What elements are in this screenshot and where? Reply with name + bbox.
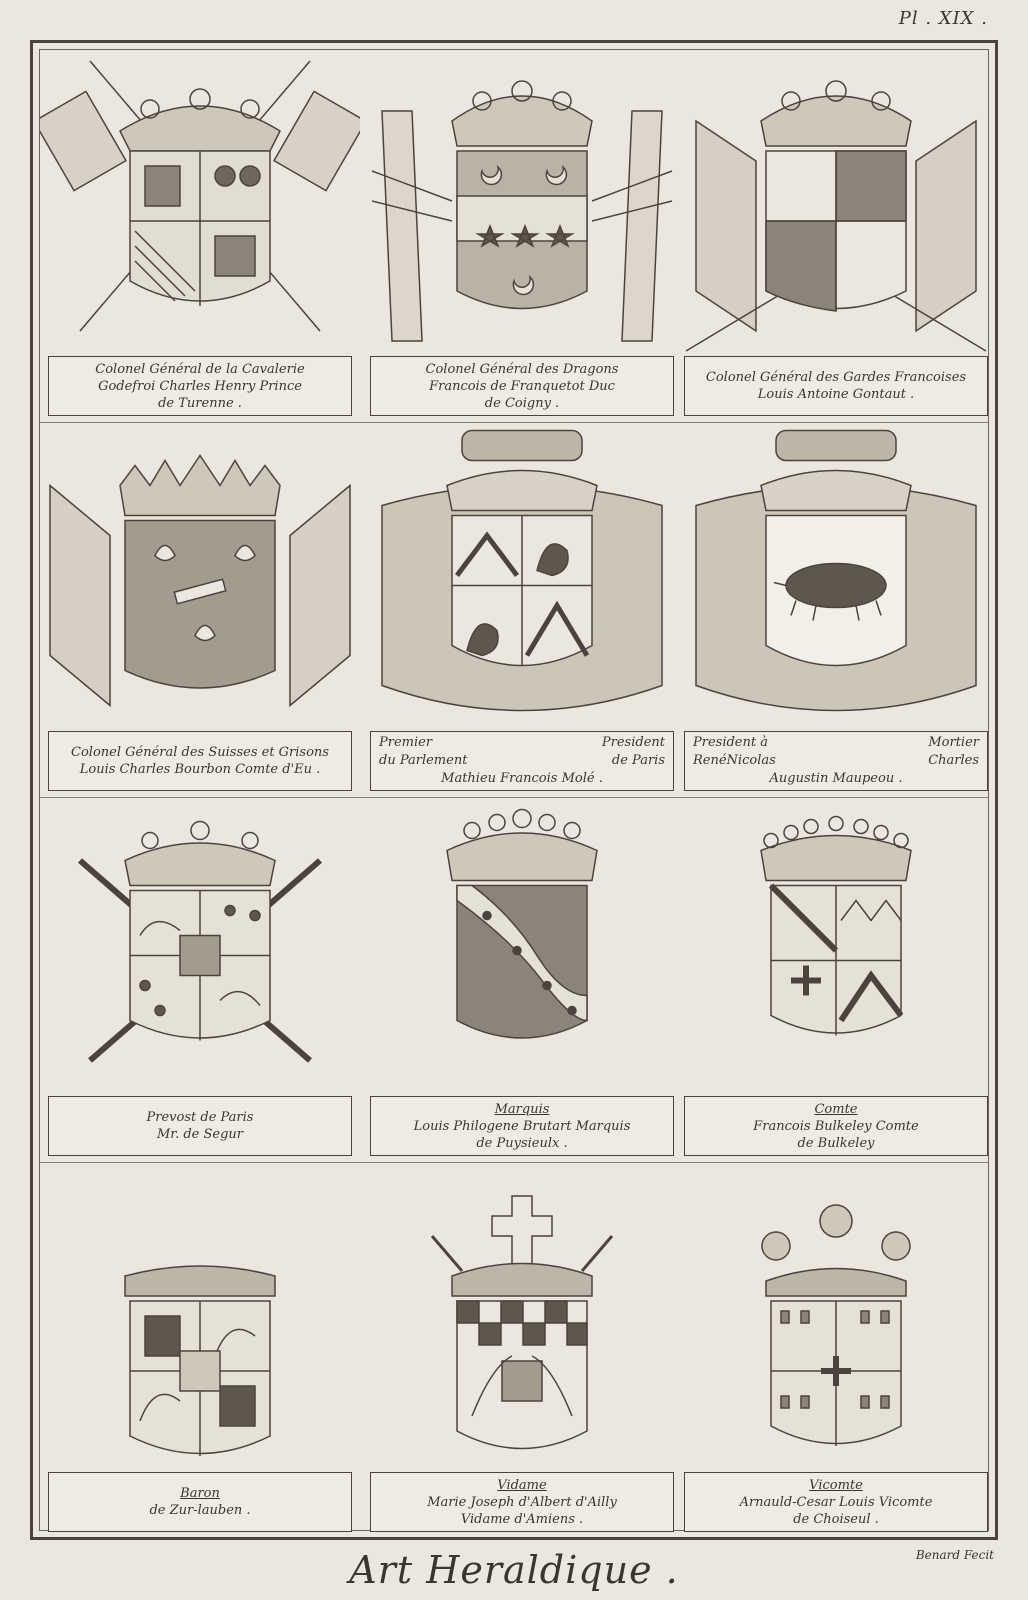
row-4 [40, 1164, 988, 1538]
caption-gardes [684, 356, 988, 416]
caption-word: Charles [928, 753, 979, 768]
caption-line: Godefroi Charles Henry Prince [98, 378, 302, 394]
coat-of-arms-maupeou [676, 424, 996, 727]
arms-cell-marquis [362, 799, 682, 1162]
caption-rank: Vidame [497, 1477, 547, 1493]
coat-of-arms-segur [40, 799, 360, 1092]
coat-of-arms-bulkeley [676, 799, 996, 1092]
coat-of-arms-choiseul [676, 1164, 996, 1468]
plate-frame [30, 40, 998, 1540]
caption-line: Colonel Général de la Cavalerie [95, 361, 305, 377]
caption-vidame [370, 1472, 674, 1532]
coat-of-arms-gontaut [676, 50, 996, 352]
arms-cell-cavalerie [40, 50, 360, 422]
caption-line: Arnauld-Cesar Louis Vicomte [739, 1494, 933, 1510]
caption-comte [684, 1096, 988, 1156]
row-divider [40, 1162, 988, 1163]
caption-word: Augustin Maupeou . [769, 771, 903, 786]
row-1 [40, 50, 988, 422]
caption-word: de Paris [611, 753, 665, 768]
caption-premier-president [370, 731, 674, 791]
caption-cavalerie [48, 356, 352, 416]
caption-rank: Marquis [494, 1101, 550, 1117]
caption-line: Louis Antoine Gontaut . [757, 387, 915, 402]
row-divider [40, 422, 988, 423]
caption-line: Louis Charles Bourbon Comte d'Eu . [79, 762, 321, 777]
coat-of-arms-zurlauben [40, 1164, 360, 1468]
caption-line: Mr. de Segur [156, 1127, 244, 1142]
caption-dragons [370, 356, 674, 416]
arms-cell-gardes [676, 50, 996, 422]
engraver-signature: Benard Fecit [915, 1548, 994, 1562]
arms-cell-suisses [40, 424, 360, 797]
arms-cell-dragons [362, 50, 682, 422]
coat-of-arms-turenne [40, 50, 360, 352]
caption-line: Vidame d'Amiens . [460, 1511, 584, 1527]
caption-line: de Bulkeley [797, 1135, 875, 1151]
arms-cell-prevost [40, 799, 360, 1162]
caption-line: Francois Bulkeley Comte [753, 1118, 919, 1134]
arms-cell-baron [40, 1164, 360, 1538]
caption-rank: Vicomte [809, 1477, 863, 1493]
arms-cell-premier-president [362, 424, 682, 797]
caption-line: Colonel Général des Suisses et Grisons [71, 745, 329, 760]
caption-vicomte [684, 1472, 988, 1532]
caption-suisses [48, 731, 352, 791]
caption-rank: Baron [180, 1486, 220, 1501]
coat-of-arms-coigny [362, 50, 682, 352]
caption-line: Colonel Général des Dragons [425, 361, 619, 377]
caption-word: Premier [379, 735, 433, 750]
caption-line: Prevost de Paris [146, 1110, 254, 1125]
caption-marquis [370, 1096, 674, 1156]
caption-prevost [48, 1096, 352, 1156]
caption-line: de Choiseul . [793, 1511, 879, 1527]
arms-cell-comte [676, 799, 996, 1162]
caption-line: de Coigny . [484, 395, 560, 411]
caption-line: Francois de Franquetot Duc [429, 378, 615, 394]
plate-inner-border [39, 49, 989, 1531]
plate-number: Pl . XIX . [898, 8, 988, 29]
arms-cell-vicomte [676, 1164, 996, 1538]
plate-title: Art Heraldique . [349, 1548, 679, 1592]
caption-word: President [601, 735, 665, 750]
caption-rank: Comte [814, 1101, 858, 1117]
caption-word: Mortier [928, 735, 979, 750]
coat-of-arms-bourbon [40, 424, 360, 727]
row-2 [40, 424, 988, 797]
caption-line: de Turenne . [158, 395, 242, 411]
caption-line: Colonel Général des Gardes Francoises [705, 370, 967, 385]
caption-line: Marie Joseph d'Albert d'Ailly [427, 1494, 617, 1510]
caption-line: de Zur-lauben . [149, 1503, 251, 1518]
row-3 [40, 799, 988, 1162]
caption-word: President à [693, 735, 768, 750]
caption-line: de Puysieulx . [476, 1135, 568, 1151]
caption-word: Mathieu Francois Molé . [441, 771, 603, 786]
caption-line: Louis Philogene Brutart Marquis [413, 1118, 631, 1134]
caption-president-mortier [684, 731, 988, 791]
arms-cell-vidame [362, 1164, 682, 1538]
row-divider [40, 797, 988, 798]
caption-word: RenéNicolas [693, 753, 776, 768]
caption-baron [48, 1472, 352, 1532]
arms-cell-president-mortier [676, 424, 996, 797]
coat-of-arms-mole [362, 424, 682, 727]
caption-word: du Parlement [379, 753, 468, 768]
coat-of-arms-ailly [362, 1164, 682, 1468]
coat-of-arms-puysieulx [362, 799, 682, 1092]
